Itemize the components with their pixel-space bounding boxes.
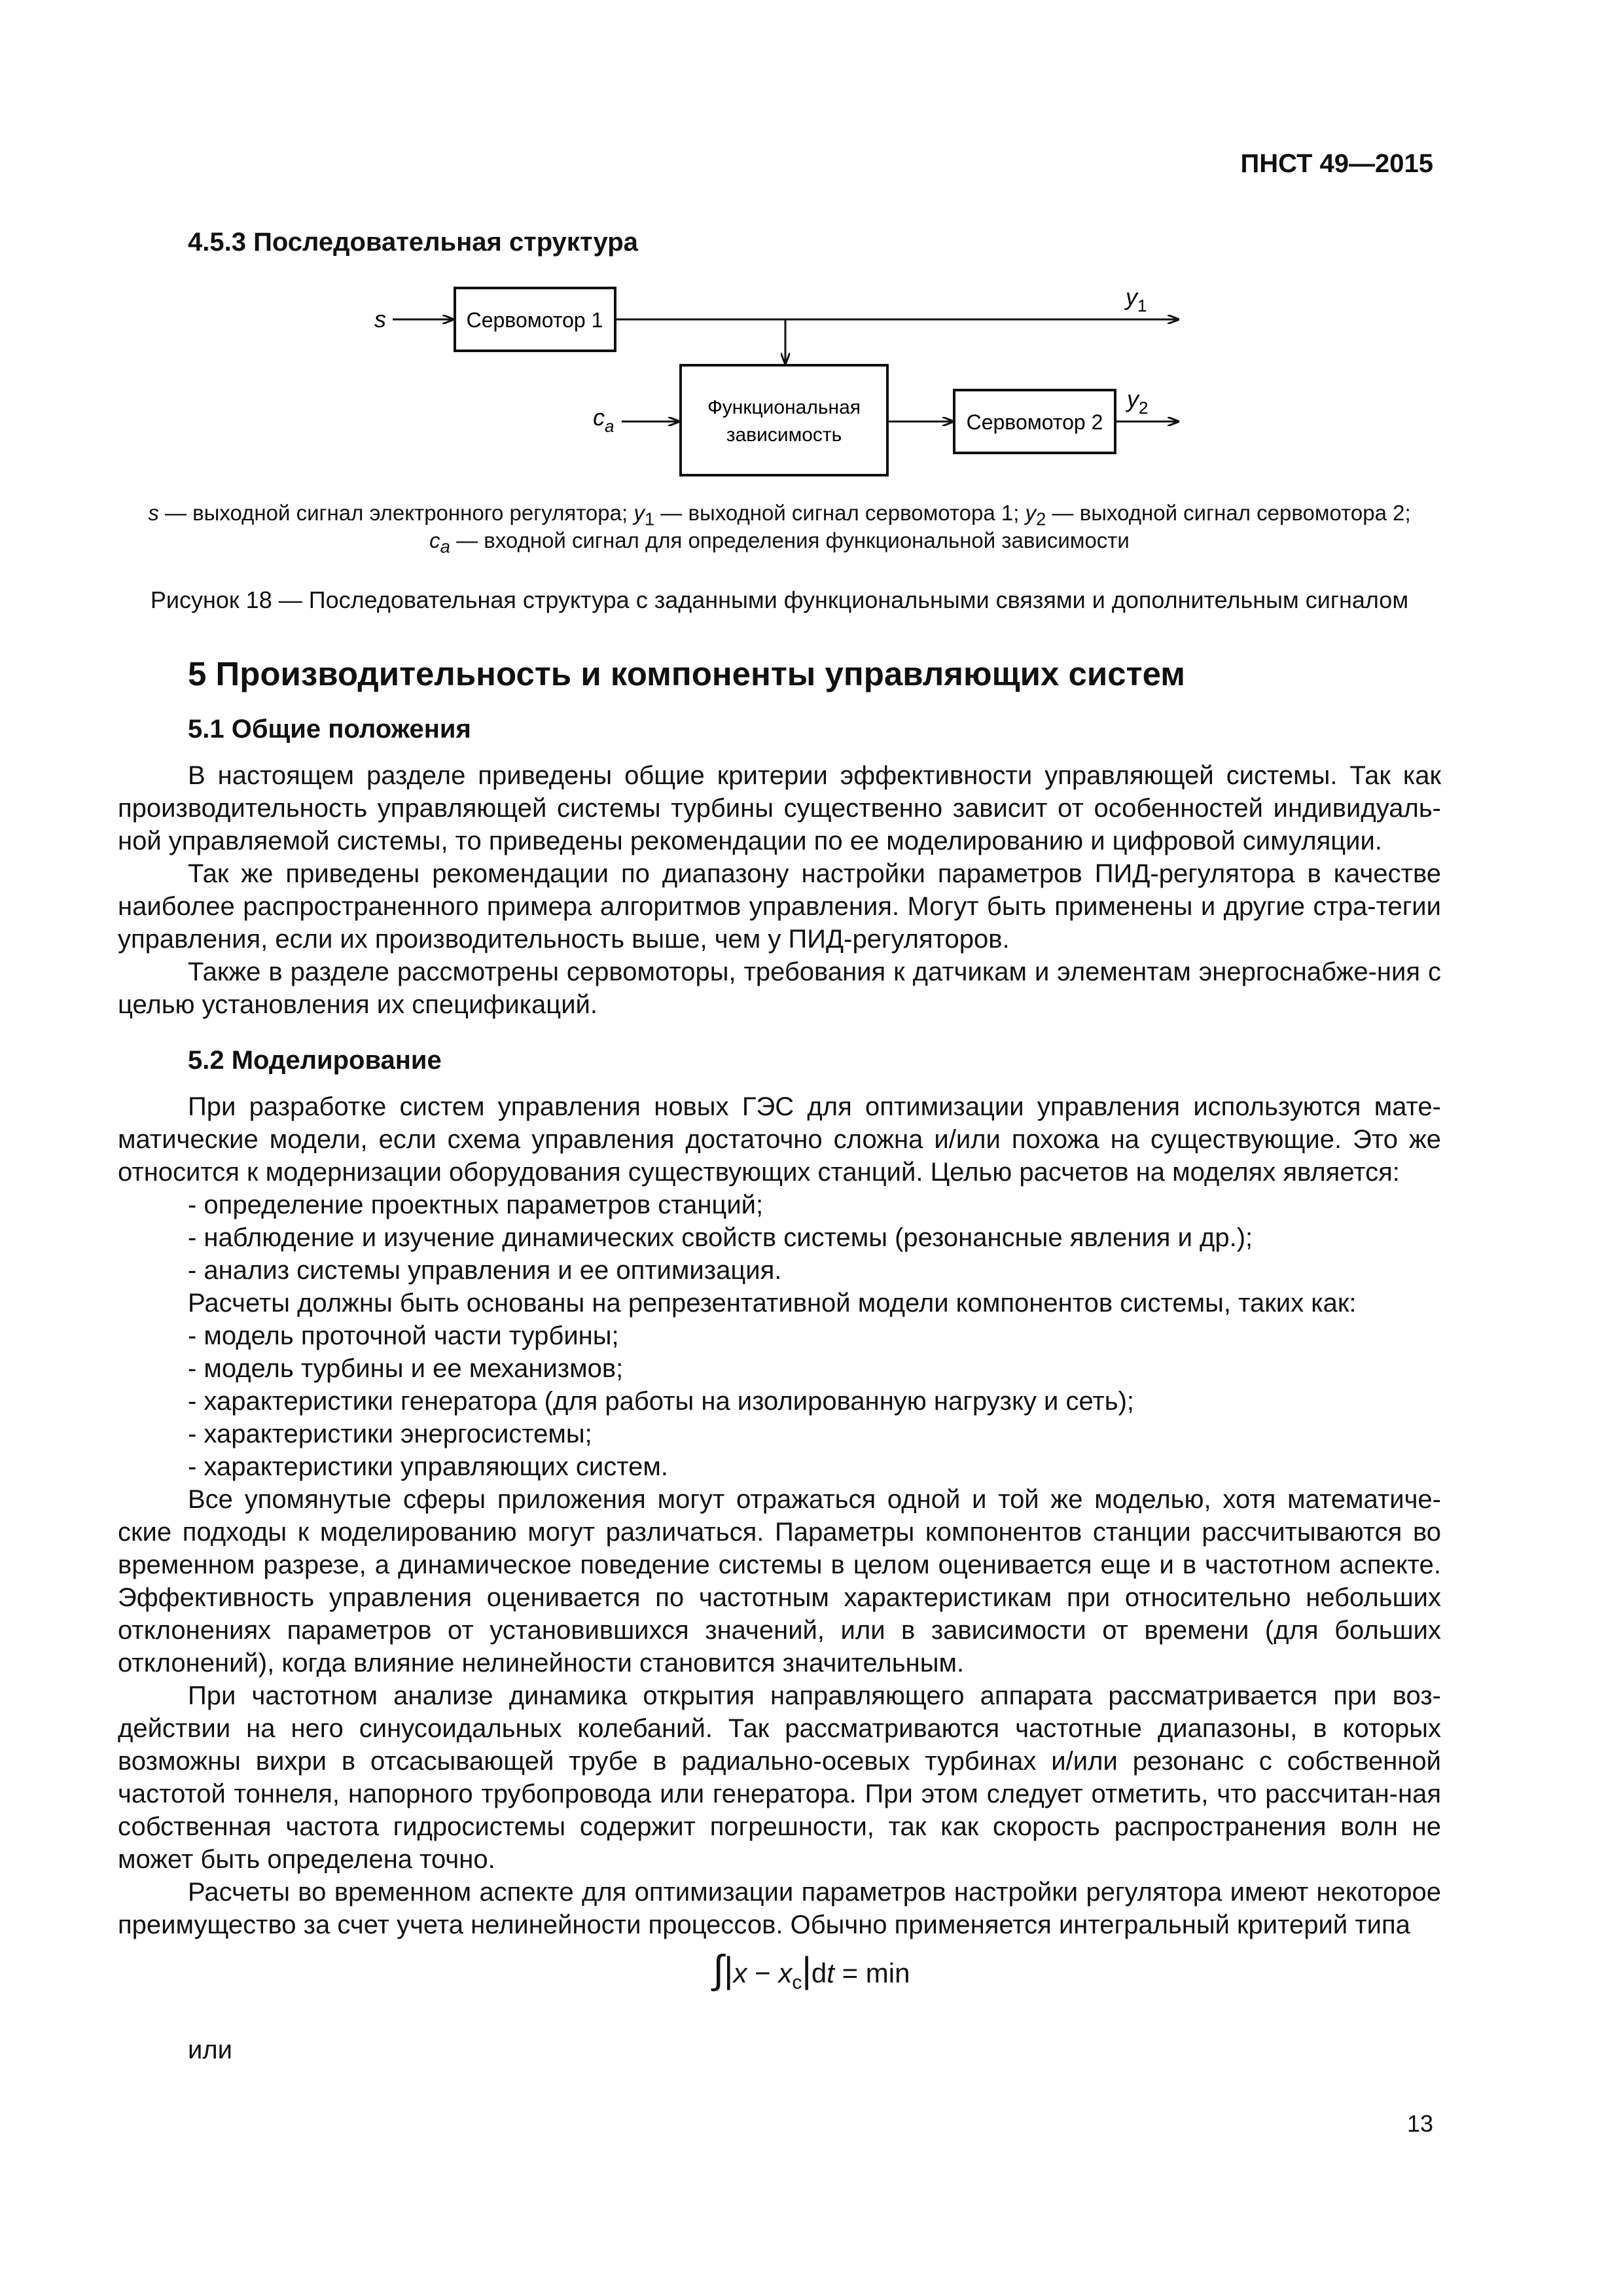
paragraph: Так же приведены рекомендации по диапазону настройки параметров ПИД-регулятора в качестве наиболее распространенного примера алгоритмов управления. Могут быть применены и другие стра-тегии управления, если их производительность выше, чем у ПИД-регуляторов.: [118, 859, 1441, 954]
figure-caption: Рисунок 18 — Последовательная структура с заданными функциональными связями и дополнительным сигналом: [150, 586, 1409, 613]
integral-formula: $\int|x - x_c|dt = \min$: [713, 1947, 910, 1994]
document-code: ПНСТ 49—2015: [1240, 149, 1433, 178]
section-5-1-title: 5.1 Общие положения: [188, 715, 471, 744]
block-functional-dependency-line1: Функциональная: [707, 397, 861, 418]
diagram-output-y2: $y_2$: [1127, 386, 1149, 418]
list-item: - анализ системы управления и ее оптимизация.: [188, 1256, 782, 1285]
diagram-legend-line1: s — выходной сигнал электронного регулятора; $y_1$ — выходной сигнал сервомотора 1; $y_2$ — выходной сигнал сервомотора 2;: [148, 501, 1411, 529]
conjunction-or: или: [188, 2036, 233, 2064]
block-servomotor-1-label: Сервомотор 1: [466, 308, 603, 332]
section-5-2-title: 5.2 Моделирование: [188, 1046, 442, 1075]
section-5-2-body: [118, 1090, 1441, 1941]
diagram-input-s: s: [374, 306, 386, 332]
diagram-legend-line2: $c_a$ — входной сигнал для определения функциональной зависимости: [429, 528, 1130, 557]
list-item: - определение проектных параметров станций;: [188, 1191, 764, 1219]
paragraph: Все упомянутые сферы приложения могут отражаться одной и той же моделью, хотя математиче-ские подходы к моделированию могут различаться. Параметры компонентов станции рассчитываются во временном разрезе, а динамическое поведение системы в целом оценивается еще и в частотном аспекте. Эффективность управления оценивается по частотным характеристикам при относительно небольших отклонениях параметров от установившихся значений, или в зависимости от времени (для больших отклонений), когда влияние нелинейности становится значительным.: [118, 1485, 1441, 1677]
paragraph: Расчеты должны быть основаны на репрезентативной модели компонентов системы, таких как:: [188, 1289, 1357, 1318]
list-item: - наблюдение и изучение динамических свойств системы (резонансные явления и др.);: [188, 1223, 1253, 1252]
block-functional-dependency: [681, 365, 887, 475]
block-diagram: [0, 262, 1623, 497]
page-number: 13: [1406, 2110, 1433, 2137]
block-functional-dependency-line2: зависимость: [726, 424, 842, 446]
list-item: - модель проточной части турбины;: [188, 1321, 619, 1350]
list-item: - характеристики генератора (для работы на изолированную нагрузку и сеть);: [188, 1387, 1135, 1416]
list-item: - характеристики управляющих систем.: [188, 1452, 668, 1481]
paragraph: В настоящем разделе приведены общие критерии эффективности управляющей системы. Так как производительность управляющей системы турбины существенно зависит от особенностей индивидуаль-ной управляемой системы, то приведены рекомендации по ее моделированию и цифровой симуляции.: [118, 761, 1441, 855]
block-servomotor-2-label: Сервомотор 2: [966, 410, 1103, 434]
section-5-1-body: [118, 759, 1441, 1021]
paragraph: При частотном анализе динамика открытия направляющего аппарата рассматривается при воз-действии на него синусоидальных колебаний. Так рассматриваются частотные диапазоны, в которых возможны вихри в отсасывающей трубе в радиально-осевых турбинах и/или резонанс с собственной частотой тоннеля, напорного трубопровода или генератора. При этом следует отметить, что рассчитан-ная собственная частота гидросистемы содержит погрешности, так как скорость распространения волн не может быть определена точно.: [118, 1681, 1441, 1874]
diagram-output-y1: $y_1$: [1126, 283, 1147, 315]
paragraph: При разработке систем управления новых ГЭС для оптимизации управления используются мате-матические модели, если схема управления достаточно сложна и/или похожа на существующие. Это же относится к модернизации оборудования существующих станций. Целью расчетов на моделях является:: [118, 1092, 1441, 1187]
list-item: - характеристики энергосистемы;: [188, 1420, 592, 1448]
paragraph: Расчеты во временном аспекте для оптимизации параметров настройки регулятора имеют некоторое преимущество за счет учета нелинейности процессов. Обычно применяется интегральный критерий типа: [118, 1878, 1441, 1939]
section-4-5-3-title: 4.5.3 Последовательная структура: [188, 228, 638, 257]
paragraph: Также в разделе рассмотрены сервомоторы, требования к датчикам и элементам энергоснабже-ния с целью установления их спецификаций.: [118, 958, 1441, 1019]
list-item: - модель турбины и ее механизмов;: [188, 1354, 624, 1383]
diagram-input-ca: $c_a$: [593, 404, 615, 436]
section-5-title: 5 Производительность и компоненты управляющих систем: [188, 655, 1185, 692]
